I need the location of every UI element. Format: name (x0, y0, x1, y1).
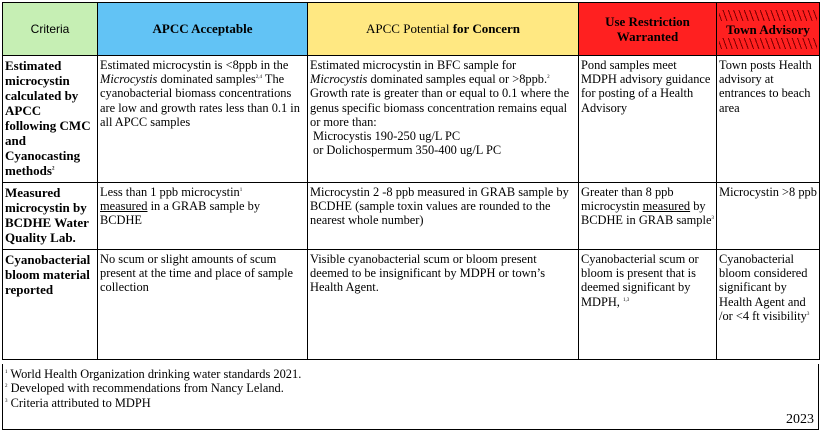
table-row (3, 183, 820, 250)
table-row (3, 56, 820, 183)
row2-restriction-text-post: by BCDHE in GRAB sample (581, 199, 712, 228)
footnote-2 (3, 381, 818, 395)
row2-acceptable-text-post: in a GRAB sample by BCDHE (100, 199, 261, 228)
footnote-ref: 2,4 (255, 75, 263, 81)
hatch-pattern-top (719, 10, 817, 21)
footnote-ref: 1 (239, 187, 243, 193)
row3-town (717, 250, 820, 360)
row2-town: Microcystin >8 ppb (717, 183, 820, 250)
header-acceptable: APCC Acceptable (98, 3, 308, 56)
row1-acceptable-text-mid: dominated samples (157, 72, 256, 87)
footnote-mark: 3 (5, 398, 8, 404)
header-use-restriction: Use Restriction Warranted (579, 3, 717, 56)
row1-restriction: Pond samples meet MDPH advisory guidance for posting of a Health Advisory (579, 56, 717, 183)
footnote-ref: 3 (711, 216, 714, 222)
footnote-text: Developed with recommendations from Nancy Leland. (10, 381, 284, 396)
row2-restriction (579, 183, 717, 250)
header-town-advisory (717, 3, 820, 56)
header-potential-bold: for Concern (452, 20, 520, 36)
row1-potential-dolichospermum: or Dolichospermum 350-400 ug/L PC (313, 143, 502, 158)
year-label: 2023 (786, 411, 814, 427)
row3-town-text: Cyanobacterial bloom considered significant by Health Agent and /or <4 ft visibility (719, 252, 808, 323)
footnote-mark: 1 (5, 369, 8, 375)
row1-acceptable-text: Estimated microcystin is <8ppb in the (100, 58, 289, 72)
row1-town: Town posts Health advisory at entrances to beach area (717, 56, 820, 183)
row3-restriction-text: Cyanobacterial scum or bloom is present that is deemed significant by MDPH, (581, 252, 699, 309)
footnote-1 (3, 367, 818, 381)
row1-acceptable (98, 56, 308, 183)
row2-acceptable-text: Less than 1 ppb microcystin (100, 185, 240, 199)
row3-potential: Visible cyanobacterial scum or bloom present deemed to be insignificant by MDPH or town’s Health Agent. (308, 250, 579, 360)
footnote-text: World Health Organization drinking water standards 2021. (10, 367, 302, 381)
row1-potential-text-mid: dominated samples equal or >8ppb. (367, 72, 548, 87)
row1-potential-microcystis: Microcystis 190-250 ug/L PC (313, 129, 461, 144)
row2-acceptable-measured: measured (100, 199, 148, 214)
row1-criteria (3, 56, 98, 183)
footnote-ref: 1,3 (623, 297, 630, 303)
row1-potential-text-post: Growth rate is greater than or equal to 0.1 where the genus specific biomass concentration remains equal or more than: (310, 86, 570, 129)
hatch-pattern-bottom (719, 38, 817, 49)
table-row (3, 250, 820, 360)
row2-criteria: Measured microcystin by BCDHE Water Quality Lab. (3, 183, 98, 250)
row1-acceptable-text-post: The cyanobacterial biomass concentrations are low and growth rates less than 0.1 in all APCC samples (100, 72, 300, 129)
row2-restriction-measured: measured (642, 199, 691, 214)
row3-criteria: Cyanobacterial bloom material reported (3, 250, 98, 360)
footnote-3 (3, 396, 818, 410)
row3-acceptable: No scum or slight amounts of scum present at the time and place of sample collection (98, 250, 308, 360)
criteria-table-frame (2, 2, 819, 428)
footnote-ref: 2 (547, 75, 550, 81)
footnote-mark: 2 (5, 384, 8, 390)
row2-restriction-text: Greater than 8 ppb microcystin (581, 185, 674, 214)
header-potential-concern (308, 3, 579, 56)
header-row (3, 3, 820, 56)
row2-acceptable (98, 183, 308, 250)
footnote-ref: 3 (806, 311, 810, 317)
criteria-table (2, 2, 820, 360)
row1-potential-genus: Microcystis (310, 72, 368, 87)
row2-potential: Microcystin 2 -8 ppb measured in GRAB sample by BCDHE (sample toxin values are rounded to the nearest whole number) (308, 183, 579, 250)
footnote-text: Criteria attributed to MDPH (10, 395, 151, 410)
row1-potential (308, 56, 579, 183)
row3-restriction (579, 250, 717, 360)
header-town-label: Town Advisory (726, 21, 810, 37)
row1-potential-text: Estimated microcystin in BFC sample for (310, 58, 517, 72)
header-potential-prefix: APCC Potential (366, 20, 453, 36)
header-criteria: Criteria (3, 3, 98, 56)
footnote-ref: 2 (51, 166, 55, 172)
footnotes (2, 364, 819, 430)
row1-acceptable-genus: Microcystis (100, 72, 158, 87)
row1-criteria-text: Estimated microcystin calculated by APCC following CMC and Cyanocasting methods (5, 58, 91, 178)
